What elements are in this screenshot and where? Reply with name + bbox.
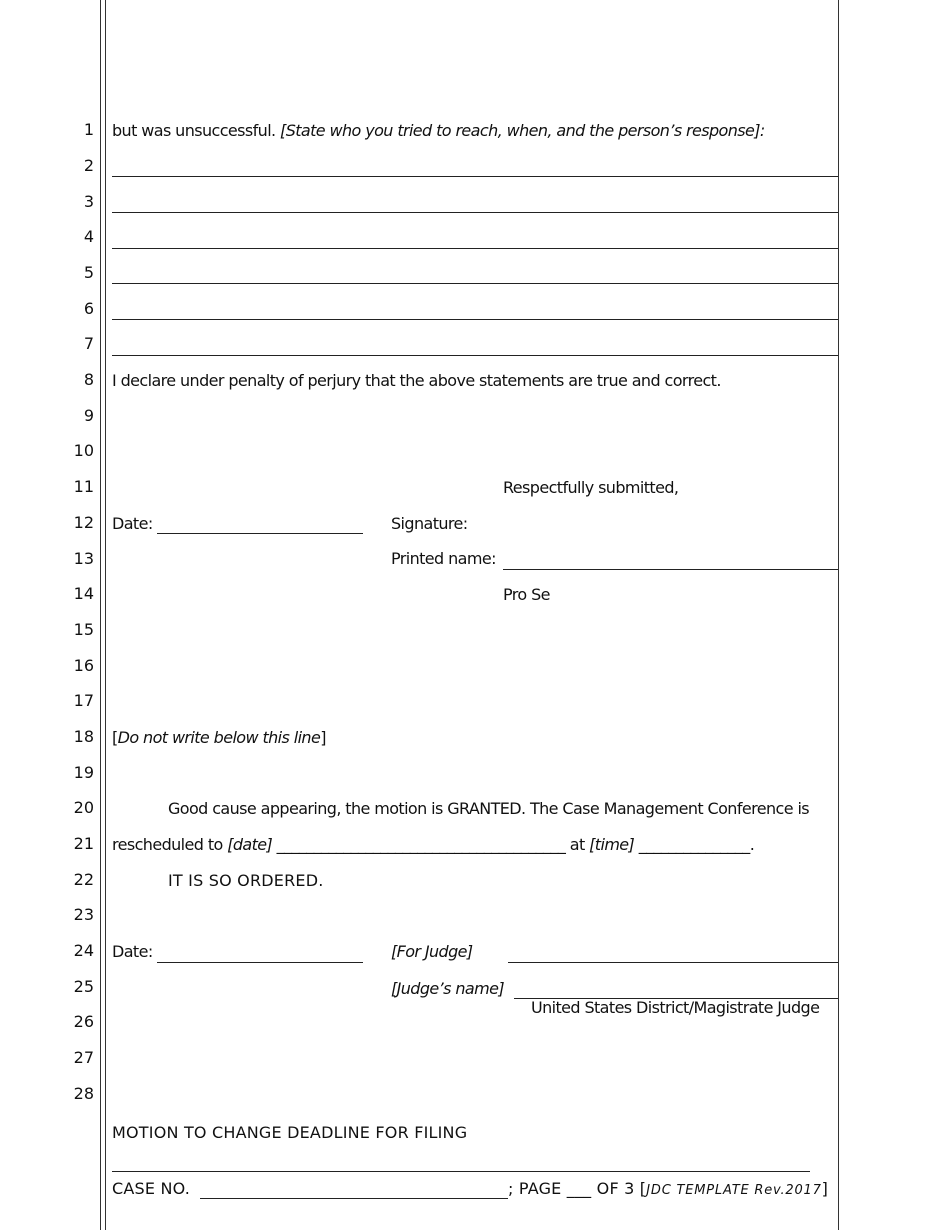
page-count: ; PAGE ___ OF 3 [	[508, 1179, 647, 1198]
response-line[interactable]	[112, 319, 838, 320]
response-line[interactable]	[112, 283, 838, 284]
line-number: 8	[83, 370, 94, 389]
line-number: 11	[73, 477, 94, 496]
response-line[interactable]	[112, 176, 838, 177]
pro-se-label: Pro Se	[503, 585, 550, 604]
signature-label: Signature:	[391, 514, 468, 533]
line-number: 23	[73, 905, 94, 924]
declaration-instruction: [State who you tried to reach, when, and the person’s response]:	[280, 121, 765, 140]
line-number: 6	[83, 299, 94, 318]
line-number: 15	[73, 620, 94, 639]
time-placeholder: [time]	[589, 835, 635, 854]
template-close-bracket: ]	[821, 1179, 829, 1198]
line-number: 3	[83, 192, 94, 211]
line-number: 27	[73, 1048, 94, 1067]
line-number: 19	[73, 763, 94, 782]
case-no-field[interactable]	[200, 1198, 508, 1199]
line-number: 28	[73, 1084, 94, 1103]
line-number: 14	[73, 584, 94, 603]
response-line[interactable]	[112, 355, 838, 356]
declaration-intro-line	[112, 121, 765, 140]
date-blank[interactable]: _______________________________________	[276, 835, 566, 854]
template-id: JDC TEMPLATE Rev.2017	[646, 1183, 822, 1198]
response-line[interactable]	[112, 248, 838, 249]
line-number: 2	[83, 156, 94, 175]
so-ordered: IT IS SO ORDERED.	[168, 871, 324, 890]
bracket-close: ]	[320, 728, 326, 747]
judge-date-field[interactable]	[157, 962, 363, 963]
judge-date-label: Date:	[112, 942, 153, 961]
case-no-label: CASE NO.	[112, 1179, 191, 1198]
rescheduled-to: rescheduled to	[112, 835, 223, 854]
left-margin-rule-outer	[100, 0, 101, 1230]
line-number: 10	[73, 441, 94, 460]
footer-rule	[112, 1171, 810, 1172]
line-number: 5	[83, 263, 94, 282]
line-number: 9	[83, 406, 94, 425]
line-number: 13	[73, 549, 94, 568]
line-number: 26	[73, 1012, 94, 1031]
document-title: MOTION TO CHANGE DEADLINE FOR FILING	[112, 1123, 468, 1142]
page-footer	[508, 1179, 828, 1198]
order-reschedule-line	[112, 835, 754, 854]
line-number: 24	[73, 941, 94, 960]
line-number: 16	[73, 656, 94, 675]
line-number: 18	[73, 727, 94, 746]
declaration-intro: but was unsuccessful.	[112, 121, 276, 140]
bracket-open: [	[112, 728, 118, 747]
for-judge-label: [For Judge]	[391, 942, 473, 961]
line-number: 21	[73, 834, 94, 853]
right-margin-rule	[838, 0, 839, 1230]
line-number: 17	[73, 691, 94, 710]
judge-signature-field[interactable]	[508, 962, 838, 963]
judges-name-label: [Judge’s name]	[391, 979, 504, 998]
line-number: 20	[73, 798, 94, 817]
perjury-statement: I declare under penalty of perjury that the above statements are true and correct.	[112, 371, 721, 390]
respectfully-submitted: Respectfully submitted,	[503, 478, 679, 497]
line-number: 12	[73, 513, 94, 532]
date-label: Date:	[112, 514, 153, 533]
left-margin-rule-inner	[105, 0, 106, 1230]
time-blank[interactable]: _______________.	[638, 835, 755, 854]
date-field[interactable]	[157, 533, 363, 534]
printed-name-field[interactable]	[503, 569, 838, 570]
line-number: 25	[73, 977, 94, 996]
order-granted-text: Good cause appearing, the motion is GRANTED. The Case Management Conference is	[168, 799, 810, 818]
line-number: 4	[83, 227, 94, 246]
printed-name-label: Printed name:	[391, 549, 496, 568]
judge-title: United States District/Magistrate Judge	[531, 998, 820, 1017]
do-not-write-text: Do not write below this line	[117, 728, 321, 747]
at-word: at	[569, 835, 585, 854]
do-not-write-note	[112, 728, 326, 747]
line-number: 22	[73, 870, 94, 889]
line-number: 1	[83, 120, 94, 139]
line-number: 7	[83, 334, 94, 353]
date-placeholder: [date]	[227, 835, 273, 854]
response-line[interactable]	[112, 212, 838, 213]
